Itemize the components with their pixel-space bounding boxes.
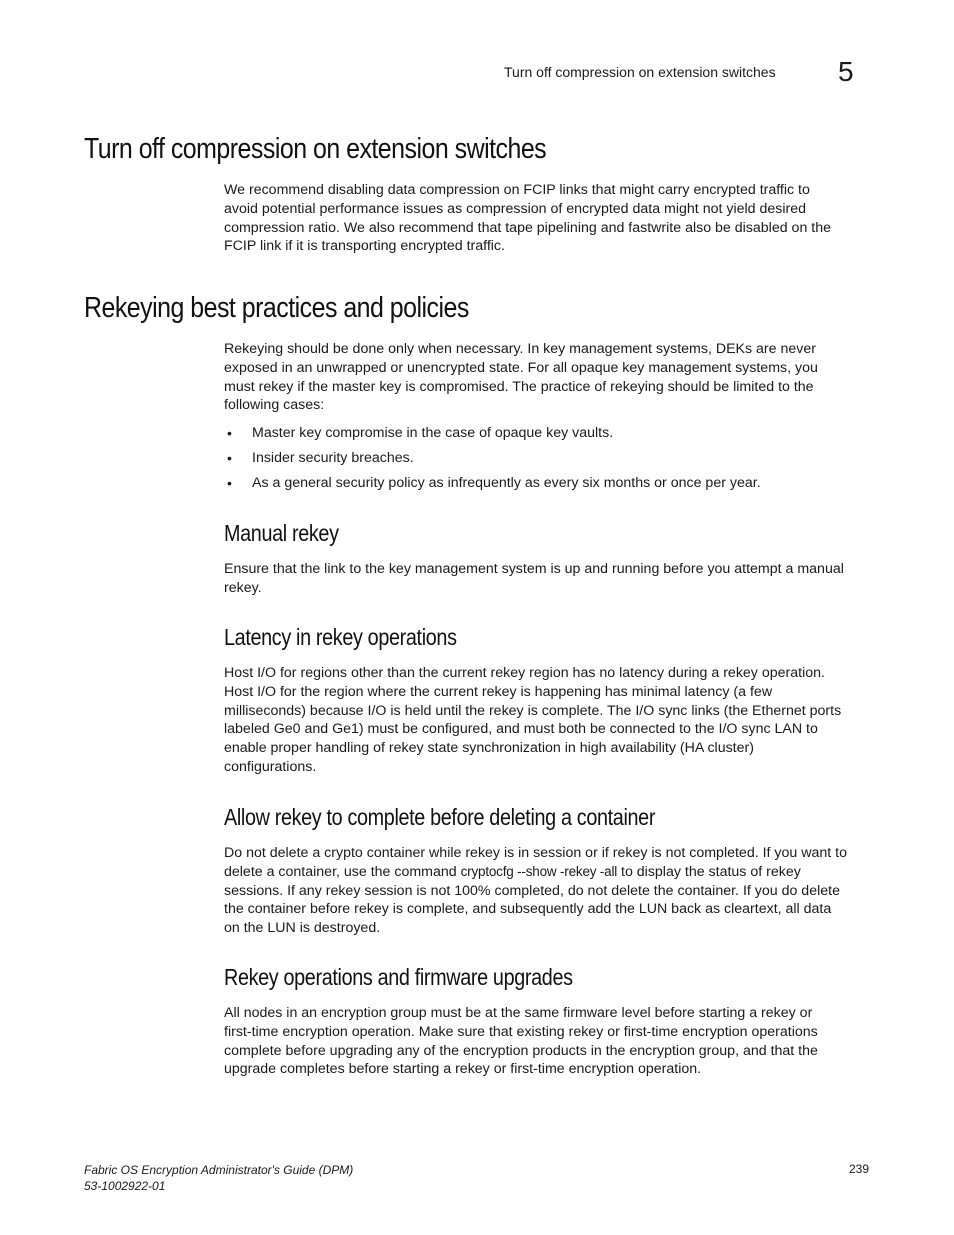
text-line: enable proper handling of rekey state synchronization in high availability (HA cluster): [224, 740, 754, 757]
text-line: Ensure that the link to the key management system is up and running before you attempt a manual: [224, 561, 844, 577]
bullet-icon: •: [227, 450, 232, 466]
text-line: following cases:: [224, 397, 325, 414]
subsection-heading-latency: Latency in rekey operations: [224, 624, 457, 650]
footer-page-number: 239: [848, 1162, 869, 1176]
list-item-text: Master key compromise in the case of opaque key vaults.: [252, 425, 614, 441]
text-line: [224, 863, 872, 882]
text-line: complete before upgrading any of the encryption products in the encryption group, and that the: [224, 1042, 818, 1059]
bullet-icon: •: [227, 425, 232, 441]
list-item-text: As a general security policy as infrequently as every six months or once per year.: [252, 475, 761, 491]
paragraph-latency: [224, 664, 872, 777]
footer-doc-number: 53-1002922-01: [84, 1179, 166, 1193]
text-line: milliseconds) because I/O is held until the rekey is complete. The I/O sync links (the Ethernet ports: [224, 702, 842, 719]
text-line: sessions. If any rekey session is not 100% completed, do not delete the container. If you do delete: [224, 882, 840, 899]
bullet-list: [224, 424, 864, 499]
command-text: cryptocfg --show -rekey -all: [460, 863, 618, 879]
text-line: must rekey if the master key is compromised. The practice of rekeying should be limited to the: [224, 378, 814, 395]
text-line: labeled Ge0 and Ge1) must be configured, and must both be connected to the I/O sync LAN to: [224, 721, 818, 738]
footer-doc-title: Fabric OS Encryption Administrator's Guide (DPM): [84, 1163, 354, 1177]
text-line: the container before rekey is complete, and subsequently add the LUN back as cleartext, all data: [224, 901, 832, 918]
list-item: [224, 449, 864, 474]
subsection-heading-manual-rekey: Manual rekey: [224, 520, 339, 546]
chapter-number: 5: [838, 56, 854, 87]
paragraph-compression: [224, 181, 872, 256]
text-line: rekey.: [224, 579, 262, 596]
text-fragment: to display the status of rekey: [617, 863, 801, 880]
list-item-text: Insider security breaches.: [252, 450, 414, 466]
paragraph-manual-rekey: [224, 560, 872, 598]
subsection-heading-firmware: Rekey operations and firmware upgrades: [224, 964, 573, 990]
text-line: FCIP link if it is transporting encrypted traffic.: [224, 238, 505, 255]
paragraph-rekeying: [224, 340, 872, 415]
text-line: All nodes in an encryption group must be at the same firmware level before starting a rekey or: [224, 1005, 813, 1021]
text-line: avoid potential performance issues as compression of encrypted data might not yield desired: [224, 200, 807, 217]
text-line: first-time encryption operation. Make sure that existing rekey or first-time encryption operations: [224, 1023, 818, 1040]
bullet-icon: •: [227, 475, 232, 491]
text-line: exposed in an unwrapped or unencrypted state. For all opaque key management systems, you: [224, 359, 818, 376]
text-line: upgrade completes before starting a rekey or first-time encryption operation.: [224, 1061, 702, 1078]
paragraph-firmware: [224, 1004, 872, 1079]
text-line: Rekeying should be done only when necessary. In key management systems, DEKs are never: [224, 341, 816, 357]
text-fragment: delete a container, use the command: [224, 863, 461, 880]
subsection-heading-allow-rekey: Allow rekey to complete before deleting a container: [224, 804, 656, 830]
text-line: compression ratio. We also recommend that tape pipelining and fastwrite also be disabled on the: [224, 219, 831, 236]
section-heading-compression: Turn off compression on extension switches: [84, 133, 547, 165]
footer-doc-info: [84, 1162, 353, 1194]
text-line: We recommend disabling data compression on FCIP links that might carry encrypted traffic to: [224, 182, 810, 198]
section-heading-rekeying: Rekeying best practices and policies: [84, 292, 469, 324]
list-item: [224, 474, 864, 499]
text-line: Host I/O for regions other than the current rekey region has no latency during a rekey operation.: [224, 665, 825, 681]
paragraph-allow-rekey: [224, 844, 872, 938]
text-line: configurations.: [224, 758, 317, 775]
text-line: Do not delete a crypto container while rekey is in session or if rekey is not completed. If you want to: [224, 845, 847, 861]
list-item: [224, 424, 864, 449]
text-line: Host I/O for the region where the current rekey is happening has minimal latency (a few: [224, 683, 773, 700]
running-header-title: Turn off compression on extension switches: [504, 64, 776, 80]
text-line: on the LUN is destroyed.: [224, 920, 381, 937]
